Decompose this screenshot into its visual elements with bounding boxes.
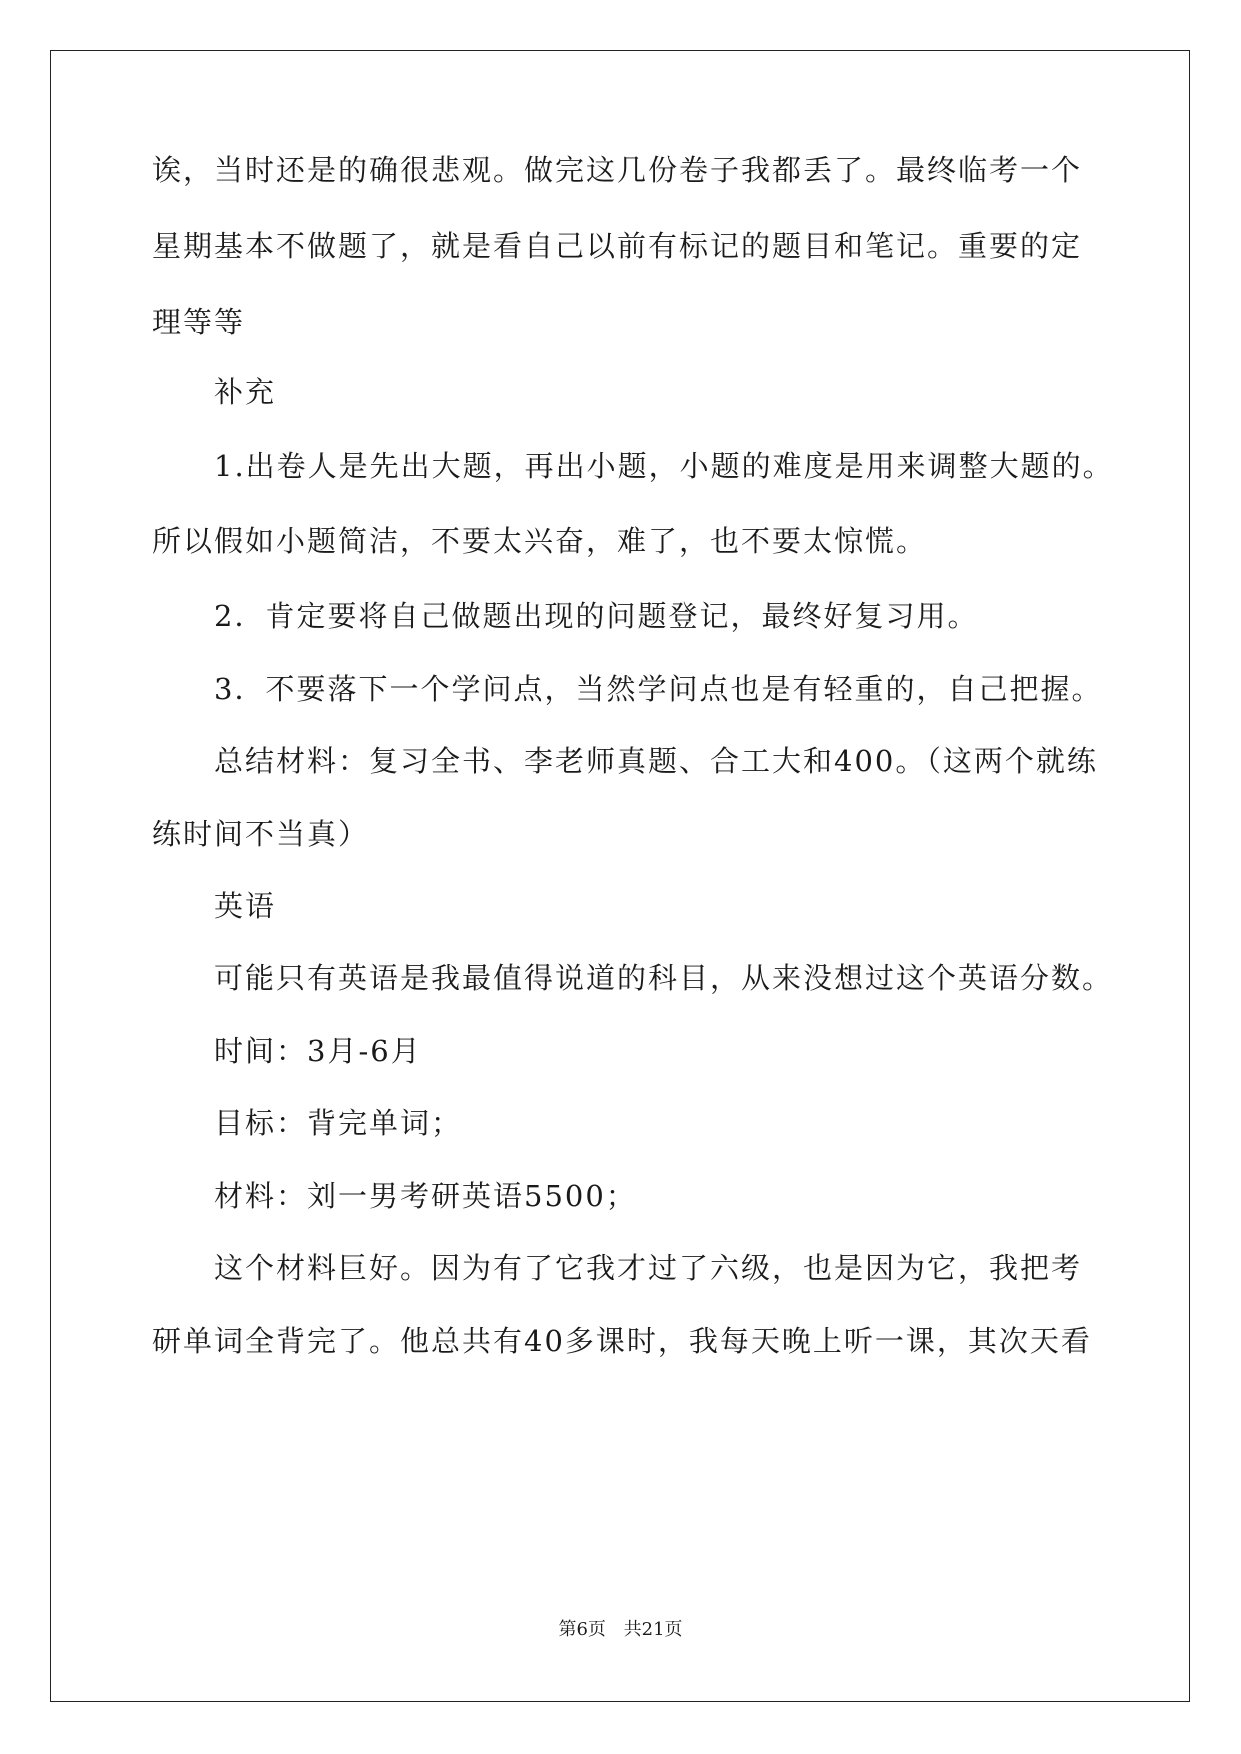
text-line: 练时间不当真） [152, 817, 370, 851]
text-line: 总结材料：复习全书、李老师真题、合工大和400。（这两个就练 [214, 744, 1098, 778]
text-line: 这个材料巨好。因为有了它我才过了六级，也是因为它，我把考 [214, 1251, 1083, 1285]
section-heading: 英语 [214, 889, 277, 923]
page-number: 第6页 [558, 1619, 606, 1640]
text-line: 研单词全背完了。他总共有40多课时，我每天晚上听一课，其次天看 [152, 1324, 1092, 1358]
section-heading: 补充 [214, 375, 277, 409]
text-line: 3．不要落下一个学问点，当然学问点也是有轻重的，自己把握。 [214, 672, 1103, 706]
text-line: 材料：刘一男考研英语5500； [214, 1179, 637, 1213]
text-line: 时间：3月-6月 [214, 1034, 422, 1068]
text-line: 所以假如小题简洁，不要太兴奋，难了，也不要太惊慌。 [152, 524, 928, 558]
text-line: 可能只有英语是我最值得说道的科目，从来没想过这个英语分数。 [214, 961, 1114, 995]
text-line: 星期基本不做题了，就是看自己以前有标记的题目和笔记。重要的定 [152, 229, 1083, 263]
page-border [50, 50, 1190, 1702]
text-line: 2．肯定要将自己做题出现的问题登记，最终好复习用。 [214, 599, 979, 633]
page-footer [0, 1618, 1241, 1642]
text-line: 诶，当时还是的确很悲观。做完这几份卷子我都丢了。最终临考一个 [152, 153, 1083, 187]
page-total: 共21页 [623, 1619, 683, 1640]
text-line: 1.出卷人是先出大题，再出小题，小题的难度是用来调整大题的。 [214, 449, 1114, 483]
text-line: 目标：背完单词； [214, 1106, 463, 1140]
text-line: 理等等 [152, 305, 246, 339]
